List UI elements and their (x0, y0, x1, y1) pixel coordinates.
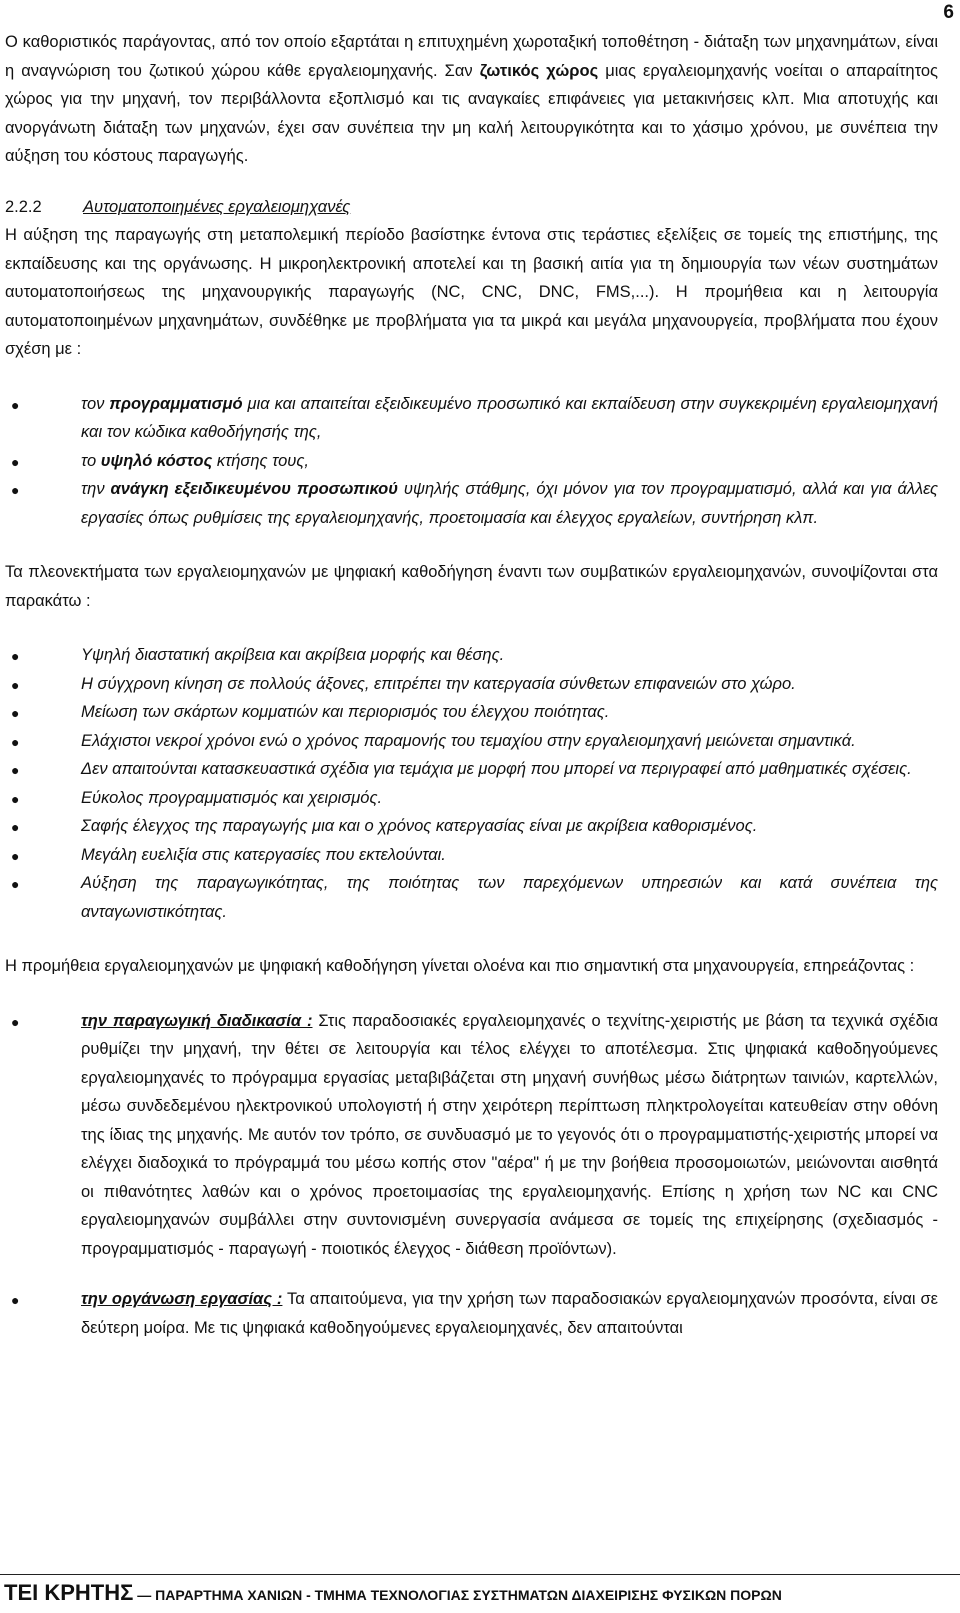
intro-text-2: μιας εργαλειομηχανής νοείται ο απαραίτητος χώρος για την μηχανή, τον περιβάλλοντα εξοπλισμό και τις αναγκαίες επιφάνειες για μετακινήσεις κλπ. Μια αποτυχής και ανοργάνωτη διάταξη των μηχανών, έχει σαν συνέπεια την μη καλή λειτουργικότητα και το χάσιμο χρόνου, με συνέπεια την αύξηση του κόστους παραγωγής. (5, 61, 938, 165)
bullet-icon: ● (11, 1013, 20, 1030)
impact-heading: την οργάνωση εργασίας : (81, 1290, 283, 1308)
bullet-icon: ● (11, 733, 20, 750)
list-item: ● Σαφής έλεγχος της παραγωγής μια και ο χρόνος κατεργασίας είναι με ακρίβεια καθορισμένος. (11, 817, 758, 835)
list-item: ● Εύκολος προγραμματισμός και χειρισμός. (11, 788, 383, 807)
impact-text: Τα απαιτούμενα, για την χρήση των παραδοσιακών εργαλειομηχανών προσόντα, είναι σε δεύτερη μοίρα. Με τις ψηφιακά καθοδηγούμενες εργαλειομηχανές, δεν απαιτούνται (81, 1290, 938, 1337)
bullet-icon: ● (11, 819, 20, 835)
list-item: ● Η σύγχρονη κίνηση σε πολλούς άξονες, επιτρέπει την κατεργασία σύνθετων επιφανειών στο χώρο. (11, 674, 796, 693)
bullet-icon: ● (11, 453, 20, 470)
procurement-intro: Η προμήθεια εργαλειομηχανών με ψηφιακή καθοδήγηση γίνεται ολοένα και πιο σημαντική στα μηχανουργεία, επηρεάζοντας : (5, 957, 915, 975)
footer-department: ΠΑΡΑΡΤΗΜΑ ΧΑΝΙΩΝ - ΤΜΗΜΑ ΤΕΧΝΟΛΟΓΙΑΣ ΣΥΣΤΗΜΑΤΩΝ ΔΙΑΧΕΙΡΙΣΗΣ ΦΥΣΙΚΩΝ ΠΟΡΩΝ (155, 1587, 782, 1603)
bullet-icon: ● (11, 876, 20, 892)
page-number: 6 (943, 2, 954, 23)
impact-heading: την παραγωγική διαδικασία : (81, 1011, 313, 1030)
section-paragraph: Η αύξηση της παραγωγής στη μεταπολεμική περίοδο βασίστηκε έντονα στις τεράστιες εξελίξεις σε τομείς της επιστήμης, της εκπαίδευσης και της οργάνωσης. Η μικροηλεκτρονική αποτελεί και τη βασική αιτία για τη δημιουργία των νέων συστημάτων αυτοματοποιήσεως της μηχανουργικής παραγωγής (NC, CNC, DNC, FMS,...). Η προμήθεια και η λειτουργία αυτοματοποιημένων μηχανημάτων, συνδέθηκε με προβλήματα για τα μικρά και μεγάλα μηχανουργεία, προβλήματα που έχουν σχέση με : (5, 226, 938, 358)
list-item: ● Δεν απαιτούνται κατασκευαστικά σχέδια για τεμάχια με μορφή που μπορεί να περιγραφεί από μαθηματικές σχέσεις. (11, 760, 912, 778)
list-item: ● τον προγραμματισμό μια και απαιτείται εξειδικευμένο προσωπικό και εκπαίδευση στην συγκεκριμένη εργαλειομηχανή και τον κώδικα καθοδήγησής της, (11, 394, 938, 441)
bullet-icon: ● (11, 790, 20, 807)
intro-text-1: Ο καθοριστικός παράγοντας, από τον οποίο εξαρτάται η επιτυχημένη χωροταξική τοποθέτηση - διάταξη των μηχανημάτων, είναι η αναγνώριση του ζωτικού χώρου κάθε εργαλειομηχανής. Σαν (5, 33, 938, 80)
list-item: ● την ανάγκη εξειδικευμένου προσωπικού υψηλής στάθμης, όχι μόνον για τον προγραμματισμό, αλλά και για άλλες εργασίες όπως ρυθμίσεις της εργαλειομηχανής, προετοιμασία και έλεγχος εργαλείων, συντήρηση κλπ. (11, 480, 938, 527)
impact-text: Στις παραδοσιακές εργαλειομηχανές ο τεχνίτης-χειριστής με βάση τα τεχνικά σχέδια ρυθμίζει την μηχανή, την θέτει σε λειτουργία και τέλος ελέγχει το αποτέλεσμα. Στις ψηφιακά καθοδηγούμενες εργαλειομηχανές το πρόγραμμα εργασίας μεταβιβάζεται στη μηχανή συνήθως μέσω διάτρητων ταινιών, καρτελλών, μέσω συνδεδεμένου ηλεκτρονικού υπολογιστή ή στην χειρότερη περίπτωση πληκτρολογείται κατευθείαν στην οθόνη της ίδιας της μηχανής. Με αυτόν τον τρόπο, σε συνδυασμό με το γεγονός ότι ο προγραμματιστής-χειριστής μπορεί να ελέγχει διαδοχικά το πρόγραμμά του μέσω κοπής στον "αέρα" ή με την βοήθεια προσομοιωτών, μειώνονται αισθητά οι πιθανότητες λαθών και ο χρόνος προετοιμασίας της εργαλειομηχανής. Επίσης η χρήση των NC και CNC εργαλειομηχανών συμβάλλει στην συντονισμένη συνεργασία ανάμεσα σε τομείς της επιχείρησης (σχεδιασμός - προγραμματισμός - παραγωγή - ποιοτικός έλεγχος - διάθεση προϊόντων). (81, 1011, 938, 1258)
list-item: ● το υψηλό κόστος κτήσης τους, (11, 451, 309, 470)
bullet-icon: ● (11, 676, 20, 693)
document-body (5, 28, 938, 1368)
section-heading (5, 193, 938, 222)
advantages-list (5, 641, 938, 926)
problems-list (5, 390, 938, 533)
list-item: ● Αύξηση της παραγωγικότητας, της ποιότητας των παρεχόμενων υπηρεσιών και κατά συνέπεια της ανταγωνιστικότητας. (11, 874, 938, 921)
footer: ΤΕΙ ΚΡΗΤΗΣ — ΠΑΡΑΡΤΗΜΑ ΧΑΝΙΩΝ - ΤΜΗΜΑ ΤΕΧΝΟΛΟΓΙΑΣ ΣΥΣΤΗΜΑΤΩΝ ΔΙΑΧΕΙΡΙΣΗΣ ΦΥΣΙΚΩΝ ΠΟΡΩΝ (4, 1580, 782, 1605)
bullet-icon: ● (11, 482, 20, 498)
bullet-icon: ● (11, 648, 20, 664)
section-number: 2.2.2 (5, 197, 42, 216)
advantages-intro: Τα πλεονεκτήματα των εργαλειομηχανών με ψηφιακή καθοδήγηση έναντι των συμβατικών εργαλειομηχανών, συνοψίζονται στα παρακάτω : (5, 563, 938, 610)
footer-rule (0, 1574, 960, 1575)
bullet-icon: ● (11, 847, 20, 864)
list-item (5, 1007, 938, 1264)
bullet-icon: ● (11, 396, 20, 413)
impacts-list (5, 1007, 938, 1343)
intro-paragraph (5, 28, 938, 171)
list-item: ● Ελάχιστοι νεκροί χρόνοι ενώ ο χρόνος παραμονής του τεμαχίου στην εργαλειομηχανή μειώνεται σημαντικά. (11, 731, 856, 750)
list-item: ● Μείωση των σκάρτων κομματιών και περιορισμός του έλεγχου ποιότητας. (11, 703, 610, 721)
bullet-icon: ● (11, 1292, 20, 1308)
section-title: Αυτοματοποιημένες εργαλειομηχανές (83, 197, 351, 216)
bullet-icon: ● (11, 705, 20, 721)
list-item: ● Μεγάλη ευελιξία στις κατεργασίες που εκτελούνται. (11, 845, 446, 864)
footer-institution: ΤΕΙ ΚΡΗΤΗΣ (4, 1580, 134, 1605)
intro-bold-term: ζωτικός χώρος (479, 61, 599, 80)
list-item (5, 1285, 938, 1342)
bullet-icon: ● (11, 762, 20, 778)
list-item: ● Υψηλή διαστατική ακρίβεια και ακρίβεια μορφής και θέσης. (11, 646, 505, 664)
